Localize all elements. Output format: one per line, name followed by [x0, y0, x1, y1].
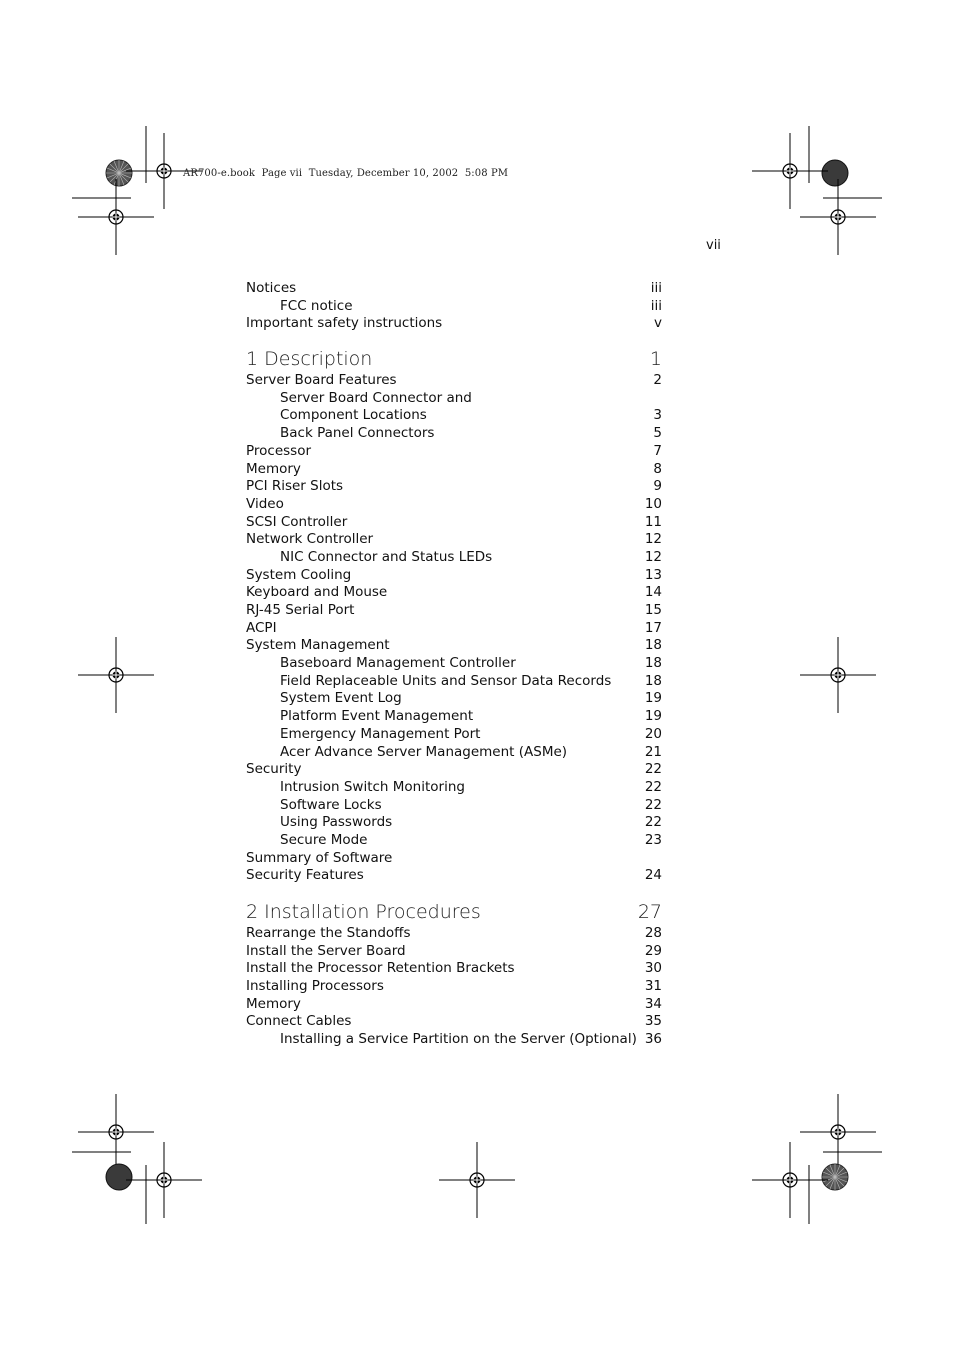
toc-entry-label: Installing a Service Partition on the Server (Optional): [280, 1031, 637, 1048]
toc-entry[interactable]: [246, 567, 662, 585]
toc-entry-page: 18: [644, 637, 662, 654]
toc-entry[interactable]: [246, 620, 662, 638]
chapter-heading[interactable]: [246, 347, 662, 372]
toc-entry[interactable]: [246, 1031, 662, 1049]
toc-entry-page: 22: [644, 778, 662, 795]
toc-entry[interactable]: [246, 531, 662, 549]
toc-entry-label: ACPI: [246, 619, 277, 636]
toc-entry[interactable]: [246, 943, 662, 961]
toc-entry-label: PCI Riser Slots: [246, 478, 344, 495]
toc-entry-page: 3: [653, 407, 662, 424]
toc-entry-label: Security: [246, 761, 302, 778]
chapter-title: 2 Installation Procedures: [246, 901, 481, 923]
toc-entry-label: RJ-45 Serial Port: [246, 602, 355, 618]
toc-entry-page: 34: [644, 995, 662, 1012]
chapter-heading[interactable]: [246, 900, 662, 925]
toc-entry[interactable]: [246, 797, 662, 815]
toc-entry-label: Install the Server Board: [246, 942, 406, 959]
toc-entry-label: Software Locks: [280, 796, 382, 813]
toc-entry-label: Baseboard Management Controller: [280, 655, 516, 672]
toc-entry-label: Server Board Connector and: [280, 389, 472, 406]
toc-entry-label: Installing Processors: [246, 978, 384, 995]
page-number: vii: [706, 238, 721, 253]
toc-entry[interactable]: [246, 925, 662, 943]
toc-entry-label: Security Features: [246, 867, 364, 884]
chapter-title: 1 Description: [246, 348, 373, 371]
toc-entry-page: iii: [650, 280, 662, 296]
toc-entry[interactable]: [246, 850, 662, 868]
toc-entry-label: Acer Advance Server Management (ASMe): [280, 743, 568, 760]
toc-entry[interactable]: [246, 390, 662, 408]
toc-entry-page: 11: [644, 513, 662, 530]
toc-entry-page: 19: [644, 690, 662, 707]
toc-entry-page: 31: [644, 978, 662, 995]
toc-entry-label: Component Locations: [280, 407, 427, 424]
toc-entry-page: 36: [644, 1031, 662, 1048]
toc-entry[interactable]: [246, 549, 662, 567]
toc-entry[interactable]: [246, 298, 662, 316]
toc-entry[interactable]: [246, 708, 662, 726]
toc-entry[interactable]: [246, 514, 662, 532]
chapter-page: 27: [637, 901, 662, 923]
toc-entry-page: 14: [644, 584, 662, 601]
toc-entry[interactable]: [246, 315, 662, 333]
toc-entry[interactable]: [246, 779, 662, 797]
toc-entry-label: Using Passwords: [280, 814, 393, 831]
toc-entry[interactable]: [246, 655, 662, 673]
toc-entry-label: Important safety instructions: [246, 315, 443, 332]
toc-entry[interactable]: [246, 602, 662, 620]
print-header: AR700-e.book Page vii Tuesday, December 10, 2002 5:08 PM: [183, 168, 509, 179]
toc-entry[interactable]: [246, 478, 662, 496]
toc-entry-page: 10: [644, 495, 662, 512]
toc-entry-label: NIC Connector and Status LEDs: [280, 548, 493, 565]
toc-entry[interactable]: [246, 637, 662, 655]
toc-entry[interactable]: [246, 867, 662, 885]
toc-entry-page: 35: [644, 1013, 662, 1030]
toc-entry-page: 20: [644, 725, 662, 742]
toc-entry[interactable]: [246, 443, 662, 461]
toc-entry-page: 17: [644, 619, 662, 636]
toc-entry-label: Processor: [246, 442, 312, 459]
toc-entry[interactable]: [246, 461, 662, 479]
toc-entry[interactable]: [246, 673, 662, 691]
toc-entry[interactable]: [246, 1013, 662, 1031]
toc-entry-page: iii: [650, 297, 662, 314]
toc-entry[interactable]: [246, 960, 662, 978]
toc-entry-label: System Management: [246, 637, 390, 654]
toc-entry-page: 22: [644, 761, 662, 778]
toc-entry-label: FCC notice: [280, 297, 353, 314]
toc-entry-label: Field Replaceable Units and Sensor Data Records: [280, 672, 612, 689]
toc-entry[interactable]: [246, 372, 662, 390]
toc-entry-label: Install the Processor Retention Brackets: [246, 960, 515, 977]
toc-entry-page: 29: [644, 942, 662, 959]
toc-entry-label: Connect Cables: [246, 1013, 352, 1030]
toc-entry-label: Intrusion Switch Monitoring: [280, 778, 465, 795]
toc-entry-page: 18: [644, 672, 662, 689]
toc-entry-page: 2: [653, 372, 662, 389]
toc-entry-label: Server Board Features: [246, 372, 397, 389]
chapter-page: 1: [649, 348, 662, 371]
toc-entry-label: Keyboard and Mouse: [246, 584, 388, 601]
toc-entry[interactable]: [246, 584, 662, 602]
toc-entry-page: 9: [653, 478, 662, 495]
toc-front-matter: [246, 280, 662, 333]
toc-entry-label: Notices: [246, 280, 297, 296]
toc-entry[interactable]: [246, 726, 662, 744]
toc-entry-label: Secure Mode: [280, 831, 368, 848]
toc-entry-page: 5: [653, 425, 662, 442]
toc-entry-label: Rearrange the Standoffs: [246, 925, 411, 941]
table-of-contents: [246, 280, 662, 1049]
toc-entry[interactable]: [246, 690, 662, 708]
toc-entry-page: 24: [644, 867, 662, 884]
toc-entry-label: Emergency Management Port: [280, 725, 481, 742]
toc-entry-page: 7: [653, 442, 662, 459]
toc-entry-page: 12: [644, 548, 662, 565]
toc-entry-label: Back Panel Connectors: [280, 425, 435, 442]
toc-entry-page: 15: [644, 602, 662, 618]
toc-entry[interactable]: [246, 996, 662, 1014]
toc-entry-page: 23: [644, 831, 662, 848]
toc-entry-page: 12: [644, 531, 662, 548]
toc-entry-label: Platform Event Management: [280, 708, 474, 725]
toc-entry-label: Memory: [246, 995, 301, 1012]
toc-entry-label: Video: [246, 495, 284, 512]
toc-chapter-2-entries: [246, 925, 662, 1049]
toc-chapter-1-entries: [246, 372, 662, 885]
toc-entry[interactable]: [246, 832, 662, 850]
toc-entry[interactable]: [246, 425, 662, 443]
toc-entry-page: 19: [644, 708, 662, 725]
toc-entry-page: 30: [644, 960, 662, 977]
toc-entry[interactable]: [246, 761, 662, 779]
toc-entry-label: Memory: [246, 460, 301, 477]
toc-entry[interactable]: [246, 978, 662, 996]
toc-entry-label: SCSI Controller: [246, 513, 348, 530]
toc-entry-page: v: [654, 315, 662, 332]
toc-entry[interactable]: [246, 280, 662, 298]
toc-entry-page: 22: [644, 814, 662, 831]
toc-entry-page: 28: [644, 925, 662, 941]
toc-entry-page: 8: [653, 460, 662, 477]
toc-entry-page: 18: [644, 655, 662, 672]
toc-entry-label: System Event Log: [280, 690, 402, 707]
toc-entry-label: Network Controller: [246, 531, 374, 548]
toc-entry-label: System Cooling: [246, 566, 352, 583]
toc-entry-page: 13: [644, 566, 662, 583]
toc-entry-label: Summary of Software: [246, 849, 393, 866]
toc-entry[interactable]: [246, 744, 662, 762]
toc-entry-page: 22: [644, 796, 662, 813]
toc-entry[interactable]: [246, 496, 662, 514]
toc-entry-page: 21: [644, 743, 662, 760]
toc-entry[interactable]: [246, 407, 662, 425]
toc-entry[interactable]: [246, 814, 662, 832]
